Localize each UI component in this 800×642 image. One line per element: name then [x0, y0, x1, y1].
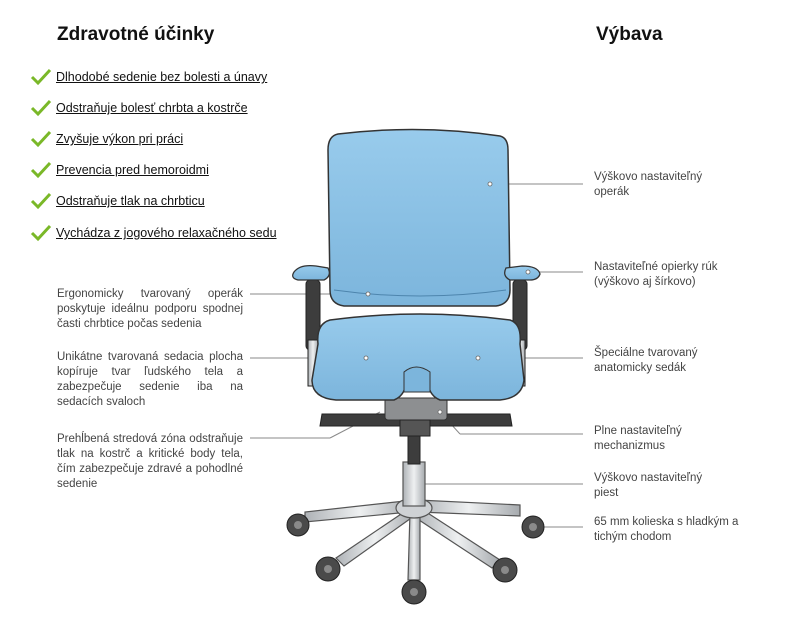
benefit-link[interactable]: Vychádza z jogového relaxačného sedu [56, 226, 277, 240]
label-mechanism: Plne nastaviteľný mechanizmus [594, 425, 682, 452]
label-seat-surface: Unikátne tvarovaná sedacia plocha kopíruje tvar ľudského tela a zabezpečuje sedenie iba na sedacích svaloch [57, 351, 243, 408]
chair-backrest [328, 129, 510, 306]
benefit-link[interactable]: Prevencia pred hemoroidmi [56, 163, 209, 177]
benefit-link[interactable]: Zvyšuje výkon pri práci [56, 132, 184, 146]
benefit-link[interactable]: Odstraňuje tlak na chrbticu [56, 194, 205, 208]
label-armrests: Nastaviteľné opierky rúk (výškovo aj šírkovo) [594, 261, 718, 288]
label-casters: 65 mm kolieska s hladkým a tichým chodom [594, 516, 739, 543]
right-title: Výbava [596, 24, 663, 45]
chair-mechanism [320, 398, 512, 436]
benefit-link[interactable]: Dlhodobé sedenie bez bolesti a únavy [56, 70, 268, 84]
label-anatomic-seat: Špeciálne tvarovaný anatomicky sedák [594, 347, 698, 374]
label-piston: Výškovo nastaviteľný piest [594, 472, 703, 499]
label-lumbar-backrest: Ergonomicky tvarovaný operák poskytuje ideálnu podporu spodnej časti chrbtice počas sedenia [57, 288, 243, 330]
chair-base [287, 498, 544, 604]
label-backrest-height: Výškovo nastaviteľný operák [594, 171, 703, 198]
left-title: Zdravotné účinky [57, 24, 215, 45]
label-center-zone: Prehĺbená stredová zóna odstraňuje tlak na kostrč a kritické body tela, čím zabezpečuje zdravé a pohodlné sedenie [57, 433, 243, 490]
benefit-link[interactable]: Odstraňuje bolesť chrbta a kostrče [56, 101, 248, 115]
